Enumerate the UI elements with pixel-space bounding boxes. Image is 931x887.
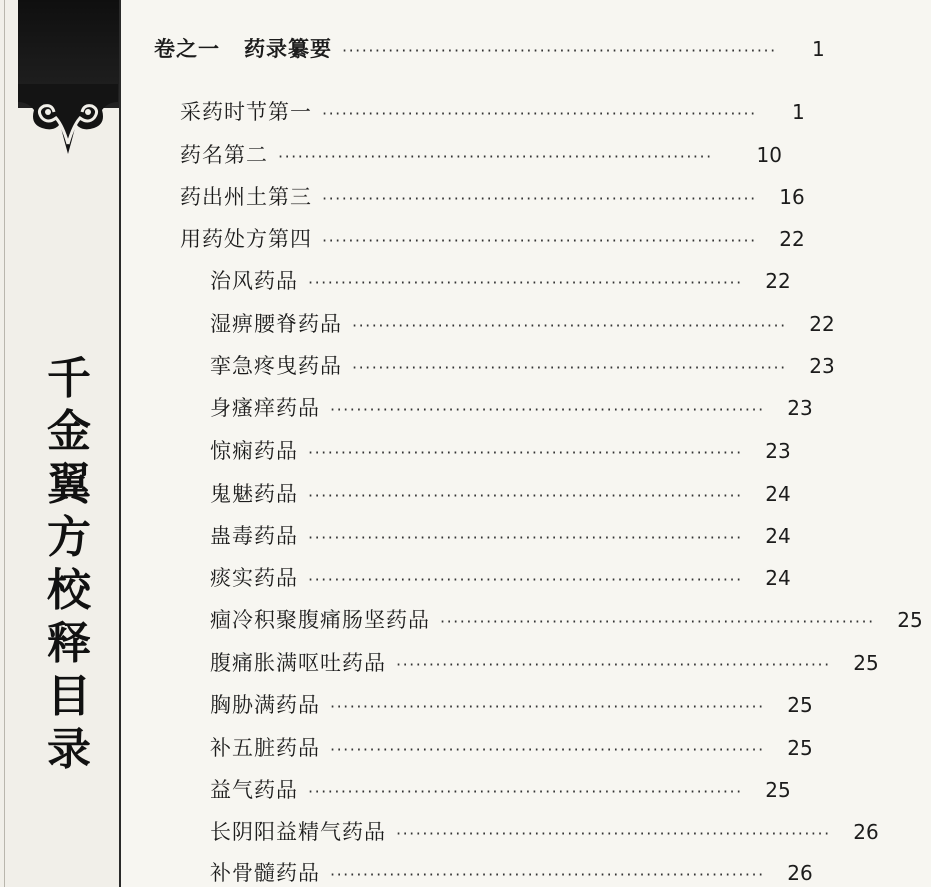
cloud-ornament-icon xyxy=(18,84,118,158)
title-char: 录 xyxy=(47,724,91,775)
toc-subentry[interactable] xyxy=(120,774,790,804)
toc-chapter-row[interactable] xyxy=(120,33,825,63)
margin-rule xyxy=(4,0,5,887)
toc-chapter-title: 卷之一 药录纂要 xyxy=(154,36,332,61)
book-title-vertical xyxy=(38,352,100,776)
dot-leader: ·································································· xyxy=(342,41,777,60)
toc-entry[interactable] xyxy=(120,223,805,253)
toc-subentry[interactable] xyxy=(120,308,835,338)
dot-leader: ·································································· xyxy=(308,443,743,462)
toc-page-number: 25 xyxy=(897,608,923,632)
title-char: 校 xyxy=(47,565,91,616)
toc-entry-title: 长阴阳益精气药品 xyxy=(210,820,386,844)
toc-entry-title: 腹痛胀满呕吐药品 xyxy=(210,651,386,675)
dot-leader: ·································································· xyxy=(308,570,743,589)
toc-entry[interactable] xyxy=(120,139,790,169)
toc-entry-title: 蛊毒药品 xyxy=(210,524,298,548)
toc-entry-title: 痼冷积聚腹痛肠坚药品 xyxy=(210,608,430,632)
toc-entry-title: 补五脏药品 xyxy=(210,736,320,760)
title-char: 目 xyxy=(47,671,91,722)
dot-leader: ·································································· xyxy=(330,400,765,419)
toc-subentry[interactable] xyxy=(120,350,835,380)
toc-entry-title: 身瘙痒药品 xyxy=(210,396,320,420)
toc-entry-title: 补骨髓药品 xyxy=(210,861,320,885)
toc-page-number: 25 xyxy=(853,651,879,675)
toc-entry-title: 胸胁满药品 xyxy=(210,693,320,717)
toc-subentry[interactable] xyxy=(120,647,879,677)
title-char: 金 xyxy=(47,406,91,457)
toc-page-number: 23 xyxy=(765,439,791,463)
dot-leader: ·································································· xyxy=(308,528,743,547)
toc-subentry[interactable] xyxy=(120,562,790,592)
dot-leader: ·································································· xyxy=(440,612,875,631)
dot-leader: ·································································· xyxy=(330,865,765,884)
toc-entry-title: 治风药品 xyxy=(210,269,298,293)
toc-page-number: 22 xyxy=(779,227,805,251)
toc-entry-title: 鬼魅药品 xyxy=(210,482,298,506)
toc-page-number: 23 xyxy=(787,396,813,420)
toc-subentry[interactable] xyxy=(120,857,813,887)
toc-page-number: 1 xyxy=(811,37,825,61)
toc-entry-title: 挛急疼曳药品 xyxy=(210,354,342,378)
toc-page-number: 24 xyxy=(765,482,791,506)
table-of-contents xyxy=(120,0,923,887)
title-char: 方 xyxy=(47,512,91,563)
toc-subentry[interactable] xyxy=(120,604,923,634)
dot-leader: ·································································· xyxy=(352,316,787,335)
toc-subentry[interactable] xyxy=(120,478,790,508)
dot-leader: ·································································· xyxy=(308,486,743,505)
toc-entry-title: 惊痫药品 xyxy=(210,439,298,463)
toc-entry[interactable] xyxy=(120,96,805,126)
toc-page-number: 10 xyxy=(756,143,782,167)
toc-page-number: 26 xyxy=(853,820,879,844)
dot-leader: ·································································· xyxy=(330,697,765,716)
toc-page-number: 25 xyxy=(787,736,813,760)
toc-page-number: 22 xyxy=(765,269,791,293)
dot-leader: ·································································· xyxy=(308,273,743,292)
toc-page-number: 16 xyxy=(779,185,805,209)
toc-entry-title: 药出州土第三 xyxy=(180,185,312,209)
dot-leader: ·································································· xyxy=(308,782,743,801)
dot-leader: ·································································· xyxy=(278,147,713,166)
toc-page-number: 24 xyxy=(765,566,791,590)
toc-entry-title: 采药时节第一 xyxy=(180,100,312,124)
toc-entry-title: 湿痹腰脊药品 xyxy=(210,312,342,336)
toc-page-number: 22 xyxy=(809,312,835,336)
toc-entry-title: 用药处方第四 xyxy=(180,227,312,251)
dot-leader: ·································································· xyxy=(352,358,787,377)
toc-entry-title: 药名第二 xyxy=(180,143,268,167)
dot-leader: ·································································· xyxy=(396,824,831,843)
toc-subentry[interactable] xyxy=(120,816,879,846)
toc-page-number: 25 xyxy=(787,693,813,717)
dot-leader: ·································································· xyxy=(396,655,831,674)
toc-entry[interactable] xyxy=(120,181,805,211)
toc-subentry[interactable] xyxy=(120,732,813,762)
toc-page-number: 24 xyxy=(765,524,791,548)
dot-leader: ·································································· xyxy=(330,740,765,759)
toc-subentry[interactable] xyxy=(120,265,790,295)
toc-subentry[interactable] xyxy=(120,520,790,550)
title-char: 千 xyxy=(47,353,91,404)
dot-leader: ·································································· xyxy=(322,231,757,250)
toc-page-number: 23 xyxy=(809,354,835,378)
toc-entry-title: 痰实药品 xyxy=(210,566,298,590)
toc-subentry[interactable] xyxy=(120,435,790,465)
toc-entry-title: 益气药品 xyxy=(210,778,298,802)
toc-page-number: 25 xyxy=(765,778,791,802)
title-char: 释 xyxy=(47,618,91,669)
dot-leader: ·································································· xyxy=(322,189,757,208)
title-char: 翼 xyxy=(47,459,91,510)
page-margin xyxy=(0,0,121,887)
toc-page-number: 26 xyxy=(787,861,813,885)
dot-leader: ·································································· xyxy=(322,104,757,123)
toc-subentry[interactable] xyxy=(120,392,813,422)
toc-subentry[interactable] xyxy=(120,689,813,719)
toc-page-number: 1 xyxy=(791,100,805,124)
